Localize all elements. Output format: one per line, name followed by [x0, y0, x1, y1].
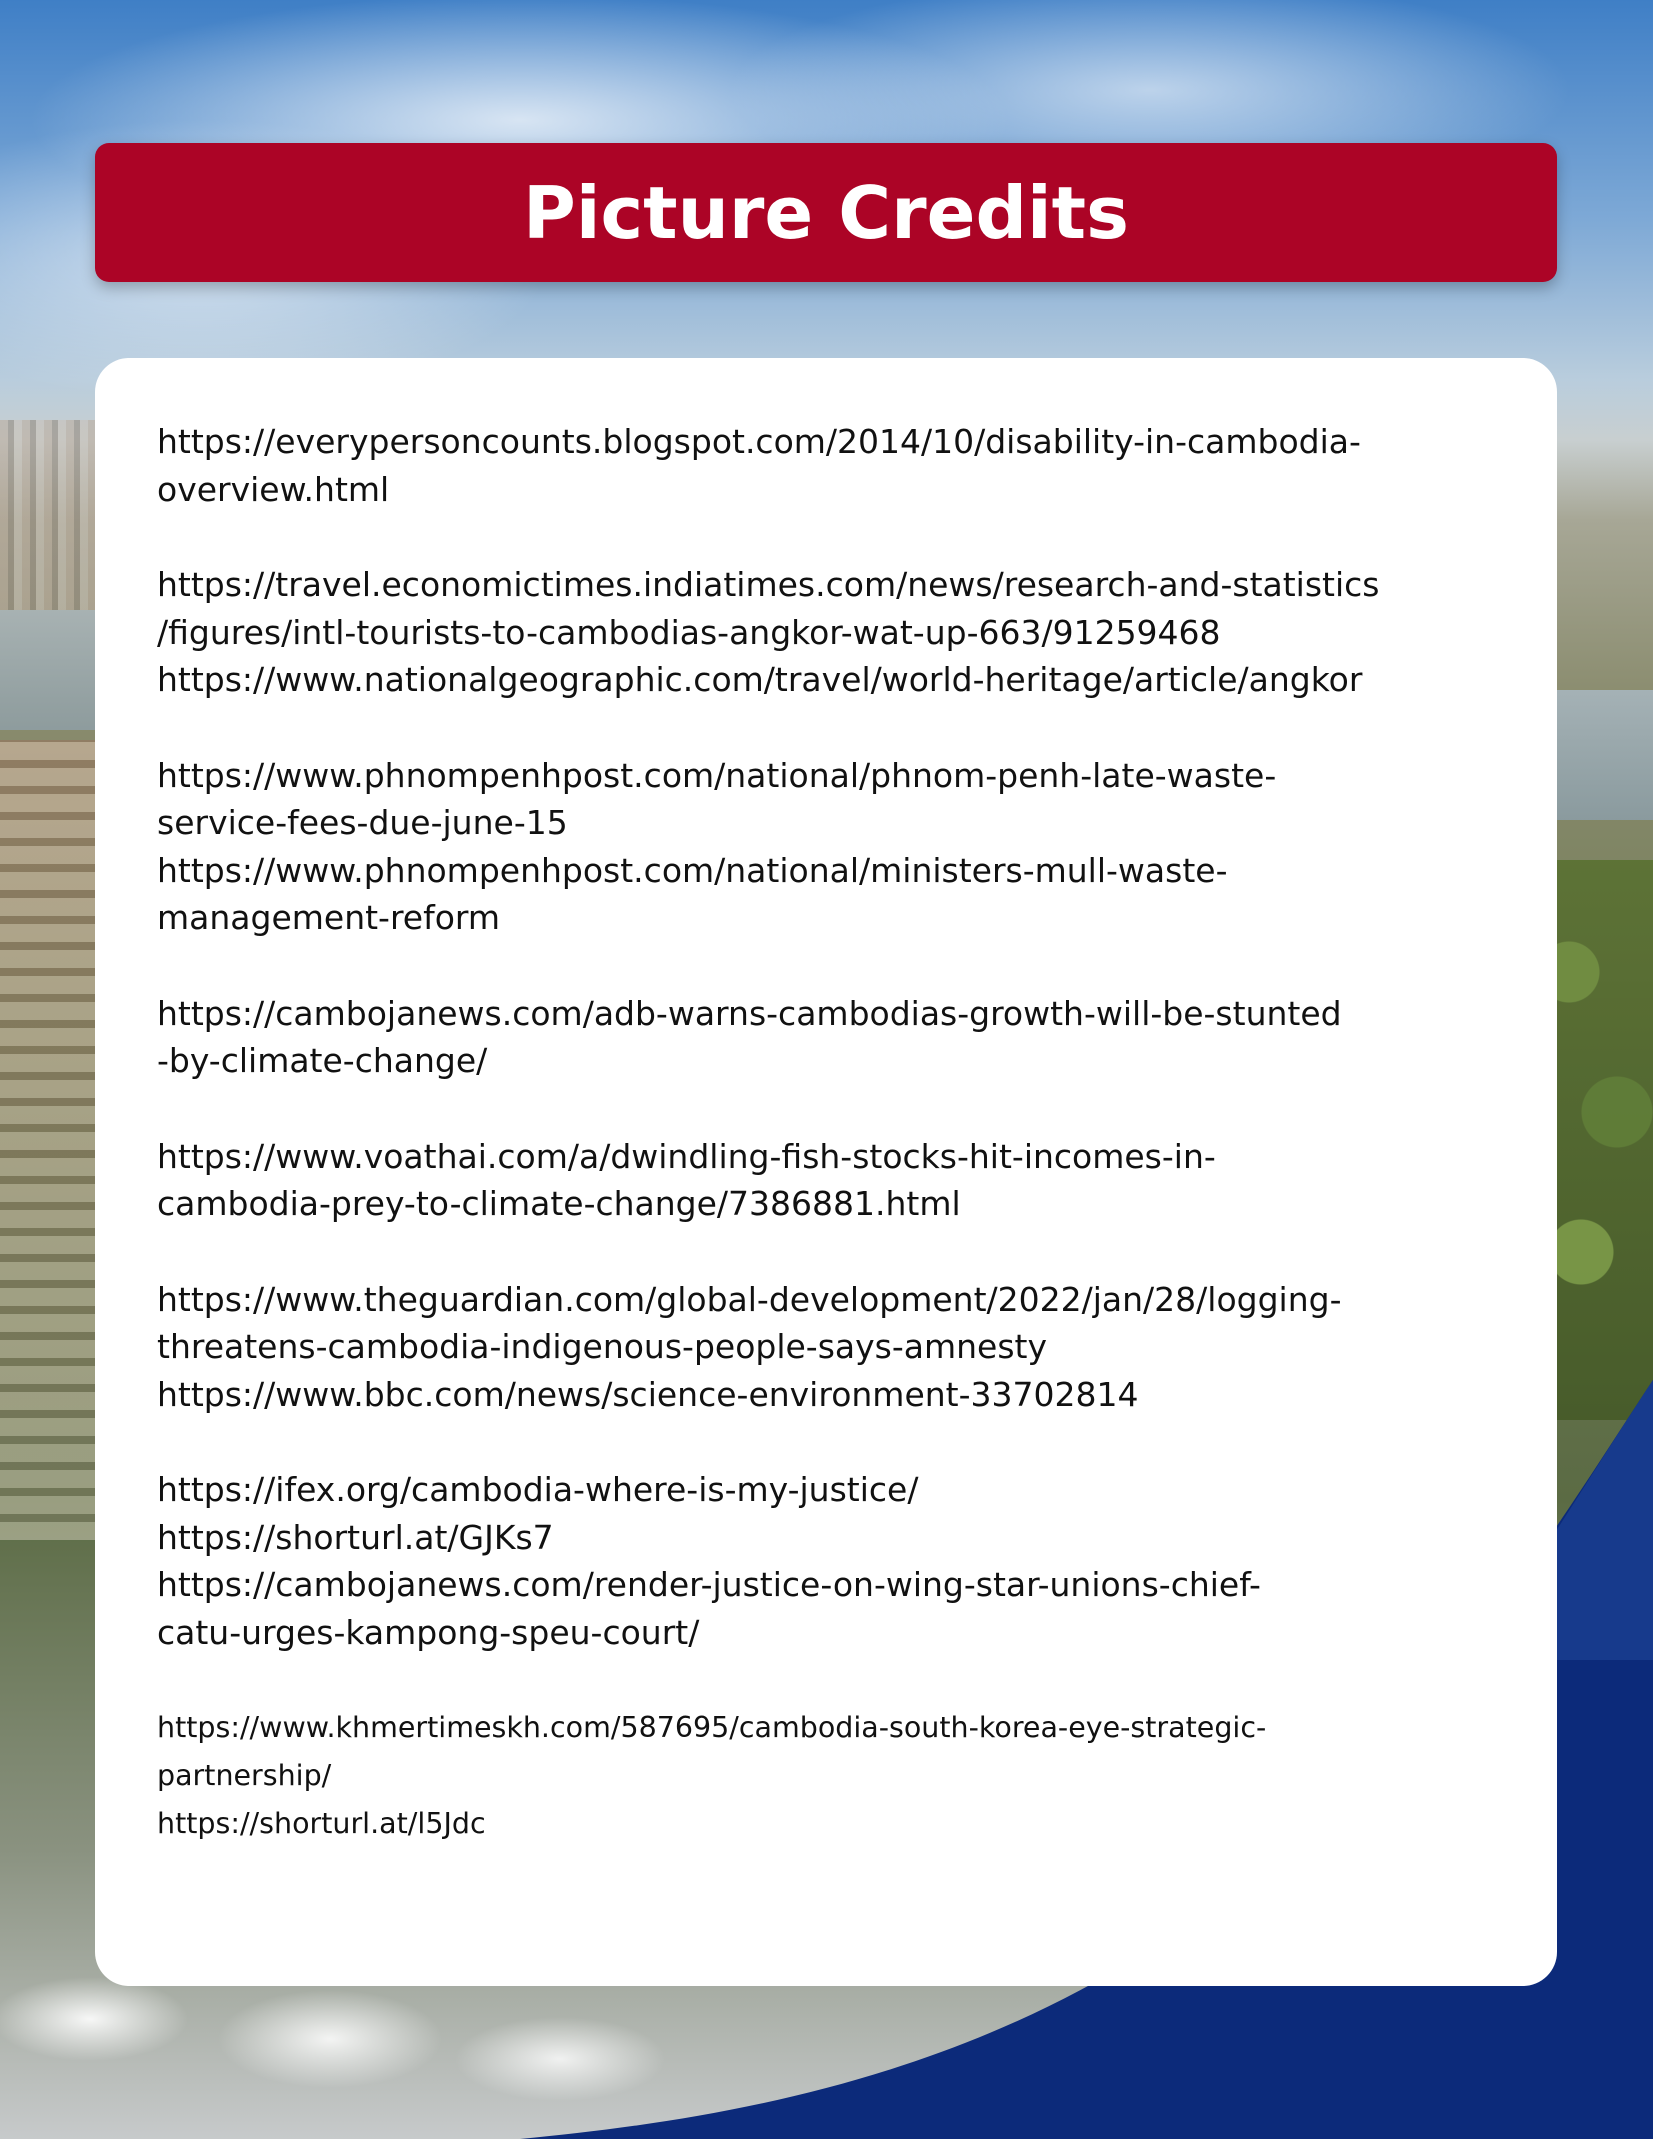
- page-title: Picture Credits: [523, 170, 1129, 255]
- credit-url[interactable]: catu-urges-kampong-speu-court/: [157, 1612, 700, 1652]
- credit-url[interactable]: https://www.phnompenhpost.com/national/phnom-penh-late-waste-: [157, 755, 1277, 795]
- credit-url[interactable]: https://shorturl.at/GJKs7: [157, 1517, 554, 1557]
- credit-url[interactable]: https://www.voathai.com/a/dwindling-fish-stocks-hit-incomes-in-: [157, 1136, 1216, 1176]
- credit-url[interactable]: https://www.nationalgeographic.com/travel/world-heritage/article/angkor: [157, 660, 1363, 699]
- background-canopy: [0, 1959, 700, 2139]
- credit-url[interactable]: https://ifex.org/cambodia-where-is-my-justice/: [157, 1470, 919, 1509]
- title-banner: [95, 143, 1557, 282]
- credit-url[interactable]: https://www.bbc.com/news/science-environment-33702814: [157, 1374, 1139, 1414]
- credit-url[interactable]: overview.html: [157, 469, 390, 509]
- credit-group: [157, 752, 1497, 942]
- credit-url[interactable]: https://everypersoncounts.blogspot.com/2014/10/disability-in-cambodia-: [157, 422, 1361, 461]
- credit-group: [157, 990, 1497, 1085]
- credit-url[interactable]: https://cambojanews.com/render-justice-on-wing-star-unions-chief-: [157, 1565, 1261, 1604]
- credit-url[interactable]: partnership/: [157, 1759, 332, 1792]
- credit-url[interactable]: cambodia-prey-to-climate-change/7386881.html: [157, 1184, 961, 1223]
- credit-group: [157, 1466, 1497, 1656]
- credit-group: [157, 418, 1497, 513]
- credit-url[interactable]: https://travel.economictimes.indiatimes.com/news/research-and-statistics: [157, 565, 1380, 604]
- credit-url[interactable]: /figures/intl-tourists-to-cambodias-angkor-wat-up-663/91259468: [157, 612, 1221, 652]
- credit-url[interactable]: service-fees-due-june-15: [157, 803, 568, 842]
- credit-group: [157, 561, 1497, 704]
- credit-url[interactable]: management-reform: [157, 898, 501, 937]
- credit-url[interactable]: threatens-cambodia-indigenous-people-says-amnesty: [157, 1327, 1048, 1366]
- credit-url[interactable]: https://cambojanews.com/adb-warns-cambodias-growth-will-be-stunted: [157, 993, 1342, 1033]
- credit-url[interactable]: https://www.khmertimeskh.com/587695/cambodia-south-korea-eye-strategic-: [157, 1711, 1267, 1744]
- credit-group: [157, 1704, 1497, 1848]
- credit-group: [157, 1133, 1497, 1228]
- credit-url[interactable]: https://www.theguardian.com/global-development/2022/jan/28/logging-: [157, 1279, 1342, 1319]
- credit-group: [157, 1276, 1497, 1419]
- credits-card: [95, 358, 1557, 1986]
- credit-url[interactable]: -by-climate-change/: [157, 1041, 488, 1080]
- credit-url[interactable]: https://www.phnompenhpost.com/national/ministers-mull-waste-: [157, 850, 1228, 890]
- credit-url[interactable]: https://shorturl.at/l5Jdc: [157, 1807, 486, 1840]
